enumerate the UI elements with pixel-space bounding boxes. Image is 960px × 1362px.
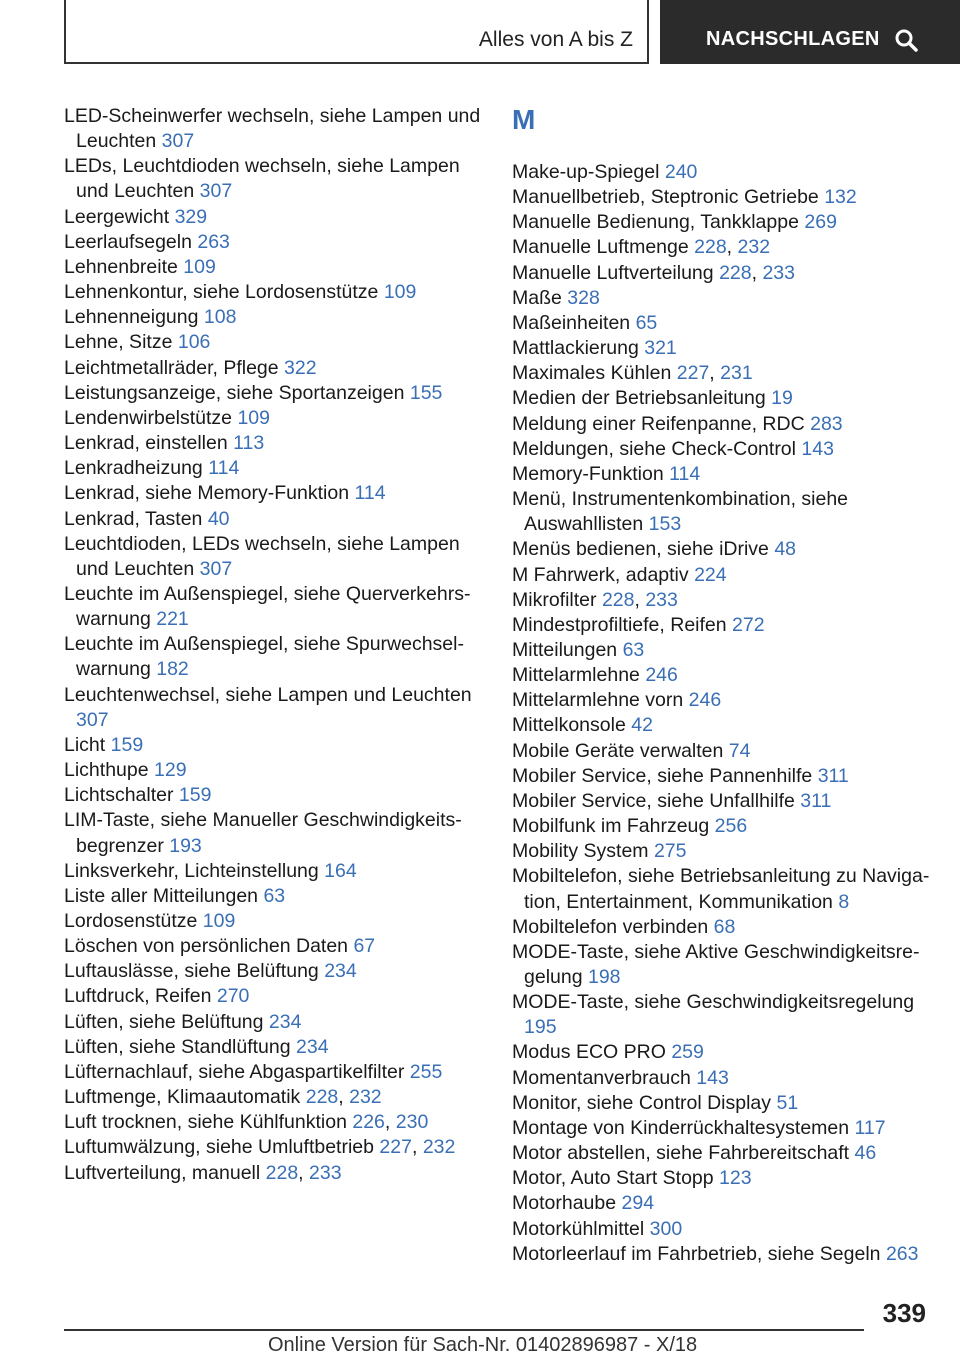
index-entry-text: Lenkrad, einstellen (64, 432, 228, 455)
index-entry-text: Mitteilungen (512, 638, 618, 661)
index-entry (512, 1217, 932, 1242)
index-entry-text: Leuchtdioden, LEDs wechseln, siehe Lampen und Leuchten (64, 532, 460, 580)
page-link[interactable]: 270 (216, 985, 250, 1008)
index-entry-text: Lüften, siehe Belüftung (64, 1010, 264, 1033)
index-entry (64, 104, 484, 154)
index-entry-text: Lehnenneigung (64, 306, 199, 329)
page-link[interactable]: 311 (817, 764, 849, 787)
page-link[interactable]: 155 (409, 381, 443, 404)
index-entry-text: Menü, Instrumentenkombination, siehe Auswahllisten (512, 488, 849, 536)
page-link[interactable]: 108 (203, 306, 237, 329)
page-link[interactable]: 198 (587, 966, 621, 988)
index-entry (512, 563, 932, 588)
page-link[interactable]: 259 (671, 1041, 704, 1064)
page-link[interactable]: 117 (854, 1116, 886, 1139)
index-entry-text: Momentanverbrauch (512, 1066, 691, 1089)
index-column-left (64, 104, 484, 1186)
index-entry (512, 915, 932, 940)
page-link[interactable]: 328 (567, 286, 600, 309)
index-entry: Manuelle Luftverteilung 228, 233 (512, 261, 795, 284)
index-entry-text: Lichtschalter (64, 784, 174, 807)
index-entry (512, 386, 932, 411)
page-link[interactable]: 231 (720, 362, 753, 385)
index-entry (512, 1066, 932, 1091)
page-link[interactable]: 321 (644, 337, 677, 360)
index-entry-text: Mobiler Service, siehe Unfallhilfe (512, 789, 795, 812)
index-entry-text: Leistungsanzeige, siehe Sportanzeigen (64, 381, 405, 404)
index-entry (64, 154, 484, 204)
index-entry-text: MODE-Taste, siehe Aktive Geschwindigkeitsregelung (512, 940, 920, 988)
index-entry-text: Mittelarmlehne (512, 664, 640, 687)
index-entry (64, 808, 484, 858)
index-entry (512, 412, 932, 437)
index-entry-text: Luftauslässe, siehe Belüftung (64, 960, 319, 983)
index-entry-text: Lehnenbreite (64, 255, 178, 278)
index-entry (512, 1116, 932, 1141)
index-entry-text: Mittelarmlehne vorn (512, 689, 684, 712)
page-link[interactable]: 48 (774, 538, 797, 561)
index-entry-text: Meldungen, siehe Check-Control (512, 437, 796, 460)
index-entry-text: LED-Scheinwerfer wechseln, siehe Lampen und Leuchten (64, 105, 481, 153)
index-column-right (512, 104, 932, 1267)
index-entry-text: Menüs bedienen, siehe iDrive (512, 538, 769, 561)
page-link[interactable]: 228 (719, 261, 752, 284)
index-entry (512, 336, 932, 361)
index-entry-text: Meldung einer Reifenpanne, RDC (512, 412, 805, 435)
index-entry (512, 990, 932, 1040)
index-entry-text: Manuellbetrieb, Steptronic Getriebe (512, 186, 819, 209)
index-entry-text: MODE-Taste, siehe Geschwindigkeitsregelung (512, 991, 915, 1014)
page-link[interactable]: 263 (197, 230, 230, 253)
page-link[interactable]: 322 (284, 356, 317, 379)
index-entry-text: Mobiltelefon verbinden (512, 915, 709, 938)
page-link[interactable]: 228 (601, 588, 635, 611)
page-link[interactable]: 114 (669, 462, 701, 485)
page-link[interactable]: 311 (800, 789, 832, 812)
page-link[interactable]: 256 (714, 815, 748, 838)
page-link[interactable]: 51 (776, 1091, 799, 1114)
index-entry-text: Maximales Kühlen (512, 362, 672, 385)
index-entry (64, 1010, 484, 1035)
index-entry: Maximales Kühlen 227, 231 (512, 362, 753, 385)
page-link[interactable]: 123 (719, 1167, 752, 1190)
index-entry (64, 305, 484, 330)
index-entry (512, 663, 932, 688)
index-entry-text: Mobiltelefon, siehe Betriebsanleitung zu Navigation, Entertainment, Kommunikation (512, 865, 930, 913)
page-link[interactable]: 232 (422, 1136, 456, 1159)
index-entry (64, 230, 484, 255)
page-link[interactable]: 294 (621, 1192, 655, 1215)
index-entry (64, 758, 484, 783)
index-entry-text: Mobiler Service, siehe Pannenhilfe (512, 764, 813, 787)
index-entry (512, 160, 932, 185)
index-entry-text: Liste aller Mitteilungen (64, 884, 259, 907)
index-entry (64, 1035, 484, 1060)
index-entry (512, 1141, 932, 1166)
page-link[interactable]: 132 (824, 186, 857, 209)
page-link[interactable]: 283 (810, 412, 843, 435)
page-link[interactable]: 232 (349, 1086, 382, 1109)
footer-text: Online Version für Sach-Nr. 01402896987 - X/18 (268, 1334, 698, 1356)
index-entry-text: Leichtmetallräder, Pflege (64, 356, 279, 379)
index-entry-text: Mobilfunk im Fahrzeug (512, 815, 710, 838)
index-entry (64, 330, 484, 355)
page-link[interactable]: 153 (648, 513, 682, 536)
page-link[interactable]: 113 (233, 432, 265, 455)
index-entry-text: Montage von Kinderrückhaltesystemen (512, 1116, 850, 1139)
index-entry-text: Lenkrad, siehe Memory-Funktion (64, 482, 350, 505)
section-title: Alles von A bis Z (478, 28, 633, 51)
page-link[interactable]: 228 (694, 236, 727, 259)
index-entry-text: Luft trocknen, siehe Kühlfunktion (64, 1111, 347, 1134)
header-tab[interactable] (660, 0, 960, 64)
page-link[interactable]: 195 (524, 1016, 557, 1039)
page-link[interactable]: 272 (732, 613, 765, 636)
index-entry-text: Motor, Auto Start Stopp (512, 1167, 714, 1190)
index-entry (512, 638, 932, 663)
index-entry: Luft trocknen, siehe Kühlfunktion 226, 230 (64, 1111, 429, 1134)
index-entry (512, 864, 932, 914)
page-link[interactable]: 19 (771, 387, 793, 410)
page-link[interactable]: 159 (178, 784, 212, 807)
index-entry-text: Mindestprofiltiefe, Reifen (512, 613, 727, 636)
page-link[interactable]: 182 (156, 658, 189, 681)
index-entry (64, 884, 484, 909)
page-link[interactable]: 40 (207, 507, 230, 530)
index-entry (512, 185, 932, 210)
index-entry-text: Lehnenkontur, siehe Lordosenstütze (64, 281, 379, 304)
index-entry-text: Luftmenge, Klimaautomatik (64, 1086, 301, 1109)
page-link[interactable]: 114 (354, 482, 386, 505)
page-link[interactable]: 164 (324, 859, 357, 882)
index-entry-text: Manuelle Bedienung, Tankklappe (512, 211, 799, 234)
index-entry (64, 733, 484, 758)
footer-divider (64, 1329, 864, 1331)
index-entry (64, 909, 484, 934)
page-number: 339 (882, 1298, 926, 1328)
page-link[interactable]: 240 (664, 161, 698, 183)
index-entry (64, 255, 484, 280)
page-link[interactable]: 143 (696, 1066, 729, 1089)
page-link[interactable]: 63 (263, 884, 286, 907)
index-entry: Luftumwälzung, siehe Umluftbetrieb 227, 232 (64, 1136, 456, 1159)
page-link[interactable]: 226 (352, 1111, 385, 1134)
index-entry (64, 532, 484, 582)
index-entry (64, 934, 484, 959)
page-link[interactable]: 109 (202, 910, 236, 932)
index-entry (512, 940, 932, 990)
index-entry-text: Leuchte im Außenspiegel, siehe Querverkehrswarnung (64, 582, 471, 631)
index-entry (512, 1166, 932, 1191)
index-entry-text: Luftverteilung, manuell (64, 1161, 261, 1184)
page-link[interactable]: 232 (737, 236, 771, 259)
page-link[interactable]: 227 (676, 362, 710, 385)
page-link[interactable]: 42 (631, 714, 653, 737)
index-entry-text: LIM-Taste, siehe Manueller Geschwindigkeitsbegrenzer (64, 809, 462, 857)
index-entry (64, 406, 484, 431)
index-entry (512, 1091, 932, 1116)
index-entry: Luftmenge, Klimaautomatik 228, 232 (64, 1086, 382, 1109)
page-link[interactable]: 307 (199, 557, 233, 580)
index-entry-text: Linksverkehr, Lichteinstellung (64, 859, 319, 882)
index-entry-text: Mikrofilter (512, 588, 597, 611)
index-entry (512, 1191, 932, 1216)
index-entry-text: Maße (512, 286, 562, 309)
page-link[interactable]: 109 (183, 255, 216, 278)
page-link[interactable]: 114 (208, 457, 240, 480)
index-entry (64, 280, 484, 305)
index-entry-text: Manuelle Luftverteilung (512, 261, 714, 284)
index-entry-text: Mobility System (512, 840, 649, 863)
page-link[interactable]: 67 (353, 935, 376, 958)
index-entry (64, 632, 484, 682)
page-link[interactable]: 233 (309, 1161, 342, 1184)
index-entry-text: Leuchtenwechsel, siehe Lampen und Leuchten (64, 683, 472, 706)
page-link[interactable]: 109 (383, 281, 417, 304)
index-entry (512, 1040, 932, 1065)
index-entry-text: LEDs, Leuchtdioden wechseln, siehe Lampen und Leuchten (64, 155, 460, 203)
index-entry-text: Leerlaufsegeln (64, 230, 192, 253)
index-entry-text: Leuchte im Außenspiegel, siehe Spurwechselwarnung (64, 633, 464, 681)
page-link[interactable]: 307 (76, 708, 109, 731)
page-link[interactable]: 159 (110, 733, 144, 756)
index-entry (512, 210, 932, 235)
page-link[interactable]: 233 (762, 261, 795, 284)
page-link[interactable]: 246 (645, 664, 678, 687)
index-entry-text: Manuelle Luftmenge (512, 236, 689, 259)
index-letter-heading: M (512, 104, 536, 135)
index-entry (512, 437, 932, 462)
page-link[interactable]: 234 (268, 1010, 302, 1033)
page-link[interactable]: 329 (174, 205, 208, 228)
index-entry-text: Make-up-Spiegel (512, 161, 660, 183)
index-entry (64, 959, 484, 984)
search-icon (894, 28, 918, 52)
index-entry (512, 839, 932, 864)
index-entry: Mikrofilter 228, 233 (512, 588, 678, 611)
index-entry-text: Motorhaube (512, 1192, 617, 1215)
index-entry (512, 1242, 932, 1267)
page-link[interactable]: 307 (199, 180, 233, 203)
index-entry-text: Lendenwirbelstütze (64, 406, 233, 429)
page-link[interactable]: 307 (161, 130, 195, 153)
index-entry (512, 487, 932, 537)
index-entry (64, 582, 484, 632)
index-entry-text: Medien der Betriebsanleitung (512, 387, 766, 410)
index-entry (512, 613, 932, 638)
index-entry (512, 462, 932, 487)
page-link[interactable]: 46 (854, 1142, 877, 1165)
index-entry-text: Luftdruck, Reifen (64, 985, 212, 1008)
page-link[interactable]: 275 (653, 840, 687, 863)
index-entry (512, 764, 932, 789)
page-link[interactable]: 300 (649, 1217, 683, 1240)
page-link[interactable]: 228 (305, 1086, 339, 1109)
index-entry (64, 431, 484, 456)
index-entry (64, 984, 484, 1009)
page-link[interactable]: 8 (838, 890, 850, 913)
index-entry-text: Motorkühlmittel (512, 1217, 645, 1240)
index-entry (512, 286, 932, 311)
page-link[interactable]: 224 (694, 563, 727, 586)
index-entry (64, 205, 484, 230)
page-link[interactable]: 109 (237, 406, 270, 429)
page-link[interactable]: 221 (156, 608, 189, 631)
page-link[interactable]: 228 (265, 1161, 299, 1184)
index-entry (512, 789, 932, 814)
index-entry (64, 507, 484, 532)
header-tab-label: NACHSCHLAGEN (706, 28, 880, 50)
index-entry: Manuelle Luftmenge 228, 232 (512, 236, 771, 259)
index-entry-text: Löschen von persönlichen Daten (64, 935, 349, 958)
index-entry (64, 456, 484, 481)
page-link[interactable]: 68 (713, 915, 736, 938)
index-entry (512, 688, 932, 713)
index-entry (64, 1060, 484, 1085)
index-entry-text: Luftumwälzung, siehe Umluftbetrieb (64, 1136, 374, 1159)
page-link[interactable]: 143 (801, 437, 834, 460)
index-entry-text: Mobile Geräte verwalten (512, 739, 724, 762)
index-entry-text: Lichthupe (64, 759, 149, 782)
index-entry-text: Motor abstellen, siehe Fahrbereitschaft (512, 1142, 850, 1165)
index-entry (64, 859, 484, 884)
index-entry-text: Licht (64, 733, 106, 756)
index-entry (512, 537, 932, 562)
index-entry-text: Leergewicht (64, 205, 170, 228)
page-link[interactable]: 193 (169, 834, 202, 857)
index-entry-text: Monitor, siehe Control Display (512, 1091, 772, 1114)
index-entry: Luftverteilung, manuell 228, 233 (64, 1161, 342, 1184)
page-link[interactable]: 106 (177, 331, 211, 354)
index-entry-text: M Fahrwerk, adaptiv (512, 563, 689, 586)
index-entry (512, 311, 932, 336)
index-entry (512, 814, 932, 839)
index-entry-text: Lordosenstütze (64, 910, 198, 932)
page-link[interactable]: 129 (154, 759, 187, 782)
page-link[interactable]: 234 (324, 960, 357, 983)
index-entry-text: Maßeinheiten (512, 311, 631, 334)
index-entry-text: Mittelkonsole (512, 714, 626, 737)
index-entry-text: Lüften, siehe Standlüftung (64, 1035, 291, 1058)
index-entry-text: Modus ECO PRO (512, 1041, 666, 1064)
page-link[interactable]: 263 (885, 1242, 919, 1265)
index-entry-text: Mattlackierung (512, 337, 639, 360)
index-entry (512, 713, 932, 738)
page-link[interactable]: 255 (409, 1060, 443, 1083)
index-entry-text: Lüfternachlauf, siehe Abgaspartikelfilter (64, 1060, 405, 1083)
index-entry (64, 783, 484, 808)
index-entry-text: Memory-Funktion (512, 462, 664, 485)
page-link[interactable]: 230 (395, 1111, 429, 1134)
page-link[interactable]: 233 (645, 588, 678, 611)
index-entry (512, 739, 932, 764)
page-link[interactable]: 74 (728, 739, 751, 762)
index-entry (64, 683, 484, 733)
index-entry-text: Lenkradheizung (64, 457, 203, 480)
page-link[interactable]: 234 (296, 1035, 329, 1058)
page-link[interactable]: 269 (804, 211, 837, 234)
index-entry (64, 481, 484, 506)
page-link[interactable]: 227 (379, 1136, 412, 1159)
page-link[interactable]: 65 (635, 311, 658, 334)
header-section-box (64, 0, 649, 64)
index-entry-text: Lehne, Sitze (64, 331, 173, 354)
page-link[interactable]: 63 (622, 638, 645, 661)
index-entry-text: Lenkrad, Tasten (64, 507, 203, 530)
page-link[interactable]: 246 (688, 689, 722, 712)
index-entry (64, 356, 484, 381)
index-entry (64, 381, 484, 406)
index-entry-text: Motorleerlauf im Fahrbetrieb, siehe Segeln (512, 1242, 881, 1265)
